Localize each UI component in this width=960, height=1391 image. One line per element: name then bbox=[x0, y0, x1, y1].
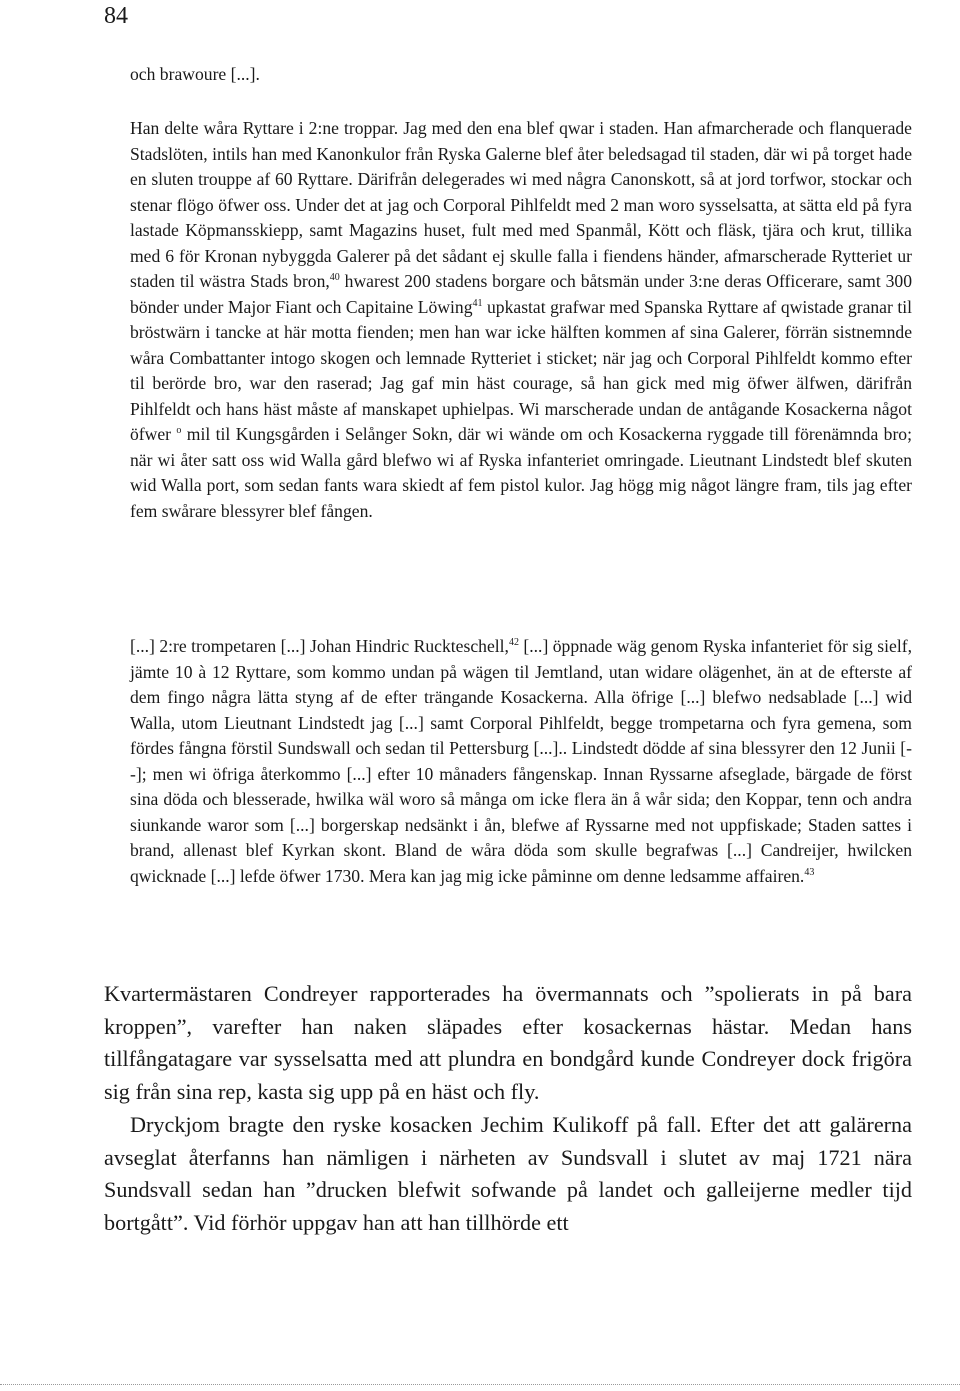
quote-text: och brawoure [...]. bbox=[130, 64, 260, 84]
degree-mark: o bbox=[176, 425, 182, 437]
quote-paragraph bbox=[130, 116, 912, 524]
quote-text: Han delte wåra Ryttare i 2:ne troppar. Jag med den ena blef qwar i staden. Han afmarcherade och flanquerade Stadslöten, intils han med Kanonkulor från Ryska Galerne blef åter beledsagad til staden, där wi på torget hade en sluten trouppe af 60 Ryttare. Därifrån delegerades wi med några Canonskott, så at jord torfwor, stockar och stenar flögo öfwer oss. Under det at jag och Corporal Pihlfeldt med 2 man woro sysselsatta, at sätta eld på fyra lastade Köpmansskiepp, samt Magazins huset, fult med med Spanmål, Kött och fläsk, tjära och krut, tillika med 6 för Kronan nybyggda Galerer på det sådant ej skulle falla i fiendens händer, afmarscherade Rytteriet ur staden til wästra Stads bron, bbox=[130, 118, 912, 291]
footnote-ref-41: 41 bbox=[472, 297, 483, 309]
body-paragraph-2: Dryckjom bragte den ryske kosacken Jechim Kulikoff på fall. Efter det att galärerna avseglat återfanns han nämligen i närheten av Sundsvall i slutet av maj 1721 nära Sundsvall sedan han ”drucken blefwit sofwande på landet och galleijerne medler tijd bortgått”. Vid förhör uppgav han att han tillhörde ett bbox=[104, 1111, 912, 1235]
block-quote-intro bbox=[130, 62, 912, 88]
quote-text: mil til Kungsgården i Selånger Sokn, där wi wände om och Kosackerna ryggade till förenämnda bro; när wi åter satt oss wid Walla gård blefwo wi af Ryska infanteriet omringade. Lieutnant Lindstedt blef skuten wid Walla port, som sedan fants wara skiedt af fem pistol kulor. Jag högg mig något längre fram, tils jag efter fem swårare blessyrer blef fången. bbox=[130, 424, 912, 521]
body-paragraph-1: Kvartermästaren Condreyer rapporterades ha övermannats och ”spolierats in på bara kroppen”, varefter han naken släpades efter kosackernas hästar. Medan hans tillfångatagare var sysselsatta med att plundra en bondgård kunde Condreyer dock frigöra sig från sina rep, kasta sig upp på en häst och fly. bbox=[104, 981, 912, 1105]
footnote-ref-42: 42 bbox=[508, 637, 519, 649]
quote-text: [...] öppnade wäg genom Ryska infanteriet för sig sielf, jämte 10 à 12 Ryttare, som kommo undan på wägen til Jemtland, utan widare olägenhet, än at de efterste af dem fingo några lätta styng af de efter trängande Kosackerna. Alla öfrige [...] blefwo nedsablade [...] wid Walla, utom Lieutnant Lindstedt jag [...] samt Corporal Pihlfeldt, begge trompetarna och fyra gemena, som fördes fångna förstil Sundswall och sedan til Pettersburg [...].. Lindstedt dödde af sina blessyrer den 12 Junii [- -]; men wi öfriga återkommo [...] efter 10 månaders fångenskap. Innan Ryssarne afseglade, bärgade de först sina döda och blesserade, hwilka wäl woro så många om icke flera än å wår sida; den Koppar, tenn och andra siunkande waror som [...] borgerskap nedsänkt i ån, blefwe af Ryssarne med not uppfiskade; Staden sattes i brand, allenast blef Kyrkan skont. Bland de wåra döda som skulle begrafwas [...] Candreijer, hwilcken qwicknade [...] lefde öfwer 1730. Mera kan jag mig icke påminne om denne ledsamme affairen. bbox=[130, 636, 912, 886]
footnote-ref-40: 40 bbox=[329, 272, 340, 284]
page-number: 84 bbox=[104, 3, 128, 29]
body-text bbox=[104, 978, 912, 1240]
quote-text: [...] 2:re trompetaren [...] Johan Hindric Ruckteschell, bbox=[130, 636, 509, 656]
footnote-ref-43: 43 bbox=[804, 866, 815, 878]
block-quote-narrative bbox=[130, 116, 912, 524]
block-quote-trumpeter bbox=[130, 634, 912, 889]
quote-text: hwarest 200 stadens borgare och båtsmän under 3:ne deras Officerare, samt 300 bönder under Major Fiant och Capitaine Löwing bbox=[130, 271, 912, 317]
page-bottom-rule bbox=[0, 1384, 960, 1388]
quote-paragraph bbox=[130, 634, 912, 889]
quote-text: upkastat grafwar med Spanska Ryttare af qwistade granar til bröstwärn i tancke at här motta fienden; men han war icke hälften kommen af sina Galerer, förrän sistnemnde wåra Combattanter intogo skogen och lemnade Rytteriet i sticket; när jag och Corporal Pihlfeldt kommo efter til berörde bro, war den raserad; Jag gaf min häst courage, så han gick med mig öfwer älfwen, därifrån Pihlfeldt och hans häst måste af manskapet uphielpas. Wi marscherade undan de antågande Kosackerna något öfwer bbox=[130, 296, 912, 444]
